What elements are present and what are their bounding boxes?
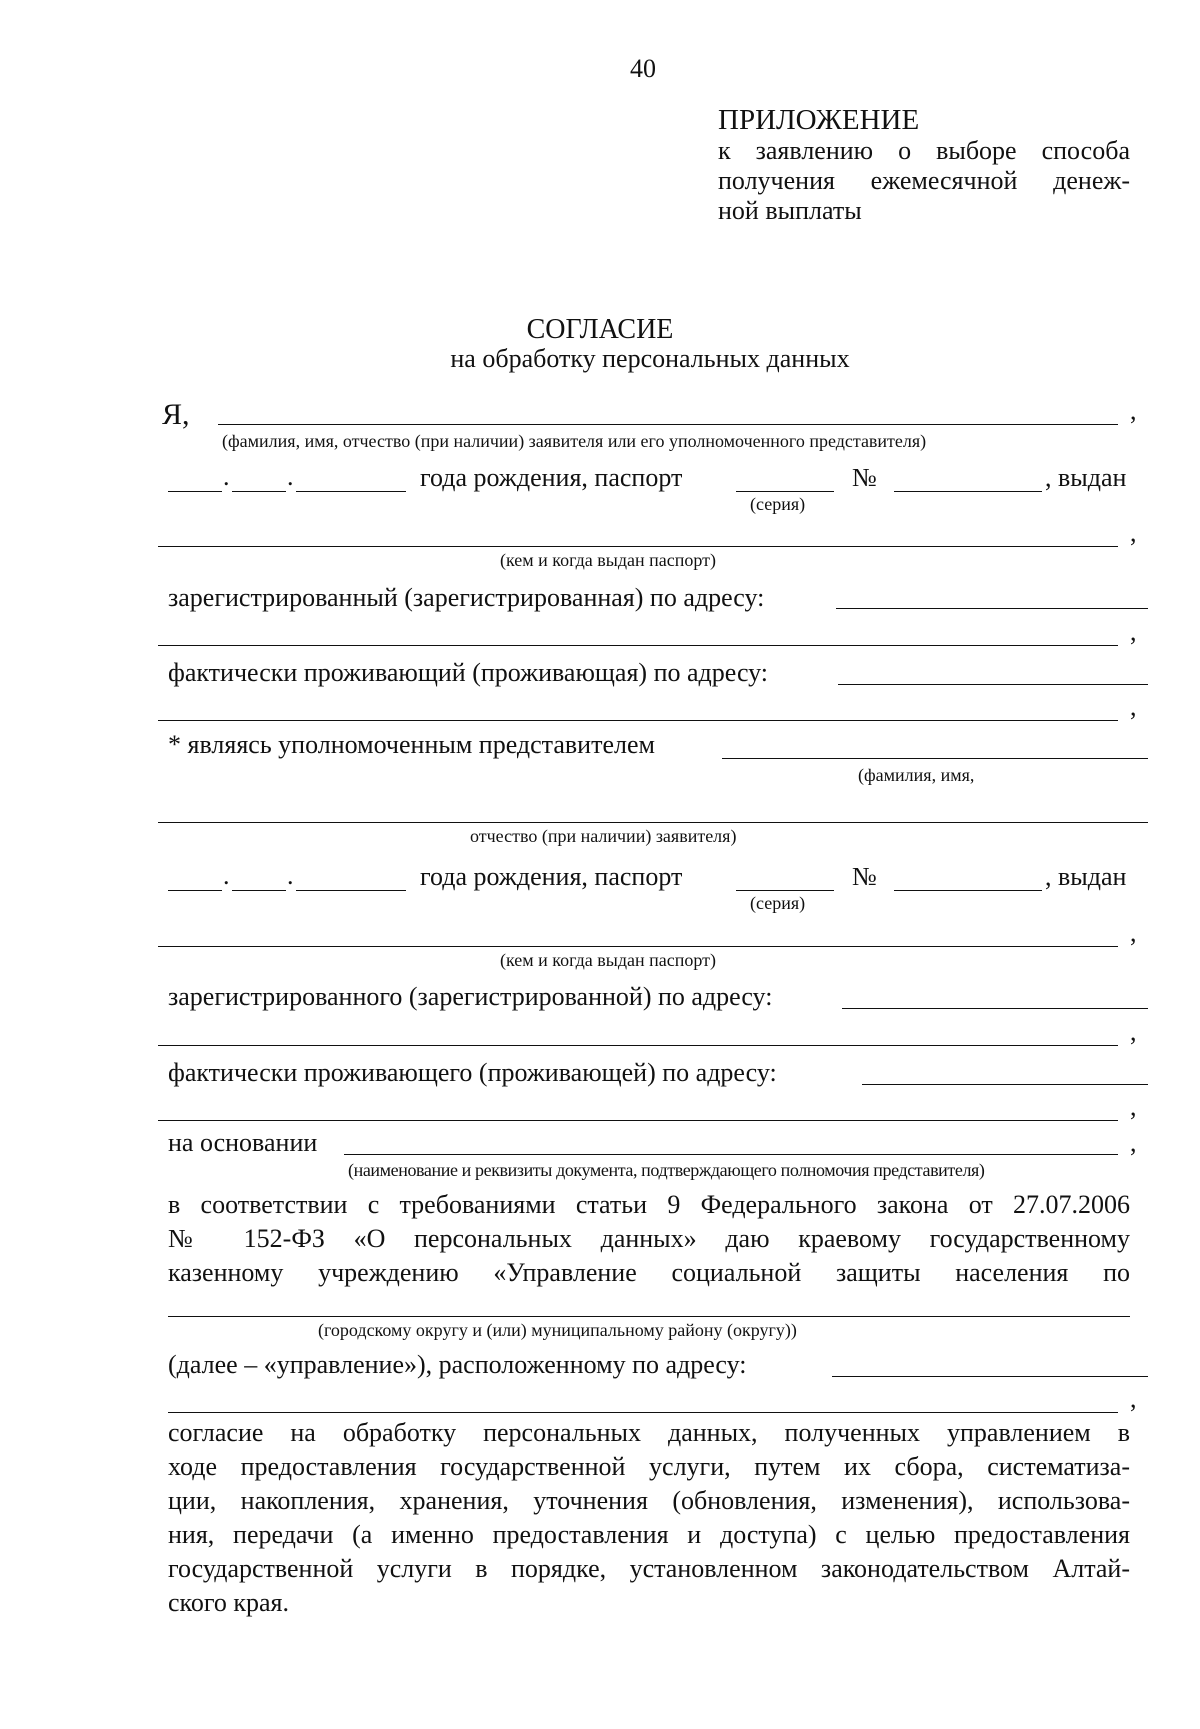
residing-address-line-2[interactable] (158, 720, 1118, 721)
rep-fio-caption-2: отчество (при наличии) заявителя) (470, 826, 737, 846)
fio-caption: (фамилия, имя, отчество (при наличии) заявителя или его уполномоченного представителя) (222, 431, 927, 451)
appendix-line: ной выплаты (718, 196, 862, 225)
issued-label: , выдан (1045, 862, 1127, 891)
representative-label: * являясь уполномоченным представителем (168, 730, 655, 759)
department-address-label: (далее – «управление»), расположенному по адресу: (168, 1350, 747, 1379)
birth-year-line[interactable] (296, 491, 406, 492)
comma: , (1130, 1017, 1137, 1046)
residing-label-2: фактически проживающего (проживающей) по адресу: (168, 1058, 777, 1087)
number-sign: № (852, 862, 877, 891)
registered-label: зарегистрированный (зарегистрированная) по адресу: (168, 583, 765, 612)
comma: , (1130, 1092, 1137, 1121)
registered-address-line[interactable] (836, 608, 1148, 609)
body-line: ции, накопления, хранения, уточнения (обновления, изменения), использова- (168, 1486, 1130, 1515)
passport-number-line[interactable] (894, 491, 1042, 492)
residing-label: фактически проживающий (проживающая) по адресу: (168, 658, 769, 687)
issued-by-caption: (кем и когда выдан паспорт) (500, 950, 717, 970)
representative-fio-line[interactable] (722, 758, 1148, 759)
birth-month-line[interactable] (232, 890, 286, 891)
body-line: казенному учреждению «Управление социальной защиты населения по (168, 1258, 1130, 1287)
issued-by-line[interactable] (158, 546, 1118, 547)
appendix-line: получения ежемесячной денеж- (718, 166, 1130, 195)
page-number: 40 (630, 54, 656, 83)
issued-by-caption: (кем и когда выдан паспорт) (500, 550, 717, 570)
basis-caption: (наименование и реквизиты документа, подтверждающего полномочия представителя) (348, 1160, 985, 1180)
representative-fio-line-2[interactable] (158, 822, 1148, 823)
body-line: ского края. (168, 1588, 289, 1617)
body-line: ния, передачи (а именно предоставления и доступа) с целью предоставления (168, 1520, 1130, 1549)
number-sign: № (852, 463, 877, 492)
fio-line[interactable] (218, 424, 1118, 425)
passport-series-line[interactable] (736, 890, 834, 891)
body-line: № 152-ФЗ «О персональных данных» даю краевому государственному (168, 1224, 1130, 1253)
date-dot: . (287, 861, 294, 890)
registered-address-line[interactable] (842, 1008, 1148, 1009)
passport-number-line[interactable] (894, 890, 1042, 891)
registered-address-line-2[interactable] (158, 1045, 1118, 1046)
document-subtitle: на обработку персональных данных (450, 344, 850, 373)
department-address-line[interactable] (832, 1376, 1148, 1377)
comma: , (1130, 692, 1137, 721)
body-line: ходе предоставления государственной услуги, путем их сбора, систематиза- (168, 1452, 1130, 1481)
passport-series-line[interactable] (736, 491, 834, 492)
basis-line[interactable] (344, 1154, 1118, 1155)
registered-address-line-2[interactable] (158, 645, 1118, 646)
birth-day-line[interactable] (168, 890, 222, 891)
appendix-line: к заявлению о выборе способа (718, 136, 1130, 165)
birth-month-line[interactable] (232, 491, 286, 492)
residing-address-line[interactable] (862, 1084, 1148, 1085)
basis-label: на основании (168, 1128, 318, 1157)
ya-label: Я, (162, 398, 190, 431)
date-dot: . (287, 462, 294, 491)
district-line[interactable] (168, 1316, 1130, 1317)
residing-address-line-2[interactable] (158, 1120, 1118, 1121)
series-caption: (серия) (750, 893, 806, 913)
department-address-line-2[interactable] (168, 1412, 1118, 1413)
comma: , (1130, 518, 1137, 547)
series-caption: (серия) (750, 494, 806, 514)
document-title: СОГЛАСИЕ (526, 314, 674, 345)
comma: , (1130, 1384, 1137, 1413)
rep-fio-caption-1: (фамилия, имя, (858, 765, 975, 785)
residing-address-line[interactable] (838, 684, 1148, 685)
body-line: государственной услуги в порядке, установленном законодательством Алтай- (168, 1554, 1130, 1583)
comma: , (1130, 1128, 1137, 1157)
birth-year-line[interactable] (296, 890, 406, 891)
issued-by-line[interactable] (158, 946, 1118, 947)
birth-passport-label: года рождения, паспорт (420, 463, 683, 492)
comma: , (1130, 617, 1137, 646)
district-caption: (городскому округу и (или) муниципальному району (округу)) (318, 1320, 797, 1340)
comma: , (1130, 918, 1137, 947)
appendix-title: ПРИЛОЖЕНИЕ (718, 104, 920, 136)
date-dot: . (223, 462, 230, 491)
date-dot: . (223, 861, 230, 890)
body-line: согласие на обработку персональных данных, полученных управлением в (168, 1418, 1130, 1447)
birth-passport-label: года рождения, паспорт (420, 862, 683, 891)
registered-label-2: зарегистрированного (зарегистрированной) по адресу: (168, 982, 773, 1011)
comma: , (1130, 396, 1137, 425)
issued-label: , выдан (1045, 463, 1127, 492)
birth-day-line[interactable] (168, 491, 222, 492)
body-line: в соответствии с требованиями статьи 9 Федерального закона от 27.07.2006 (168, 1190, 1130, 1219)
